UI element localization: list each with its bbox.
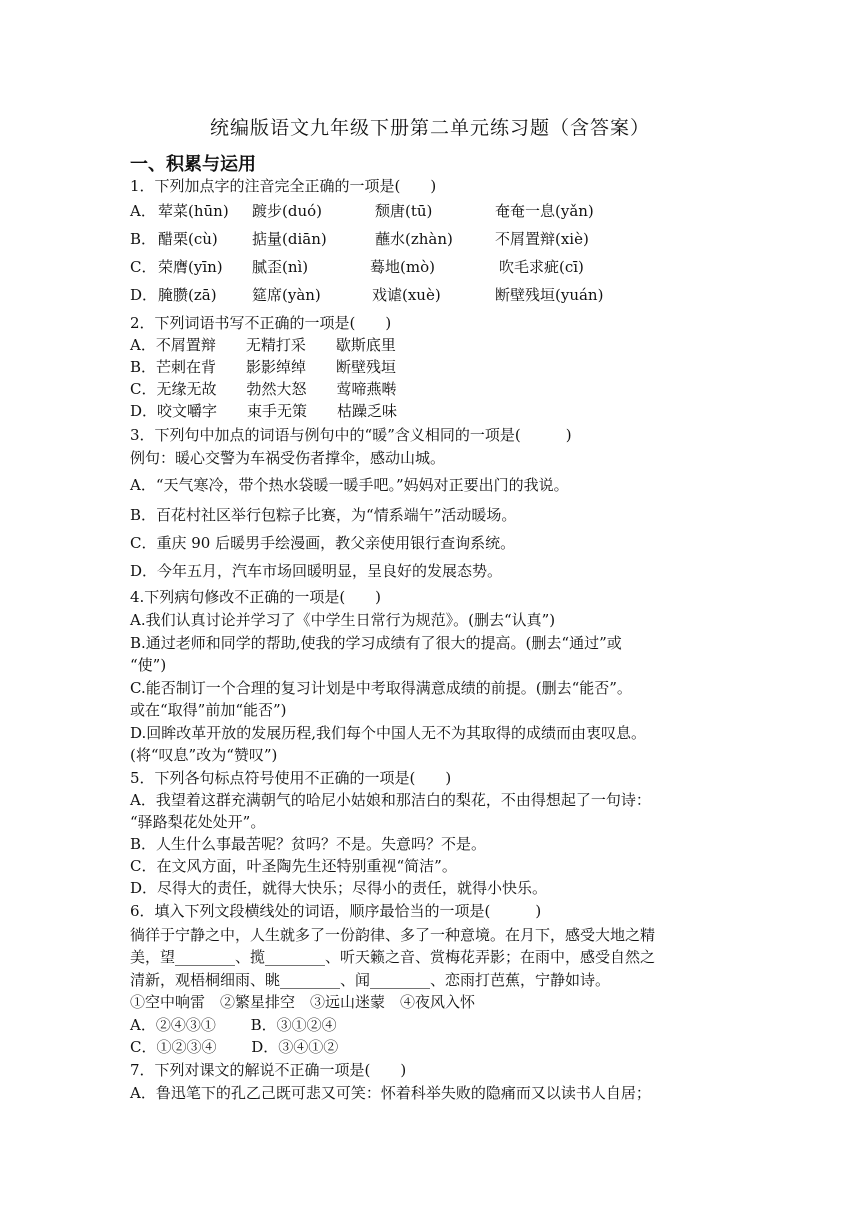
q3-example: 例句：暖心交警为车祸受伤者撑伞，感动山城。 (130, 449, 446, 467)
q1-option-word: 荣膺(yīn) (158, 258, 223, 276)
q6-choices: ①空中响雷 ②繁星排空 ③远山迷蒙 ④夜风入怀 (130, 993, 476, 1011)
q1-option-word: 颓唐(tū) (375, 202, 433, 220)
q2-option: C．无缘无故 勃然大怒 莺啼燕啭 (130, 380, 397, 398)
q5-option: “驿路梨花处处开”。 (130, 813, 266, 831)
q3-option: B．百花村社区举行包粽子比赛，为“情系端午”活动暖场。 (130, 506, 517, 524)
q1-option-word: 蘸水(zhàn) (375, 230, 453, 248)
q3-option: C．重庆 90 后暖男手绘漫画，教父亲使用银行查询系统。 (130, 534, 516, 552)
q1-option-word: 筵席(yàn) (252, 286, 321, 304)
q1-option-label: C． (130, 258, 157, 276)
q5-option: D．尽得大的责任，就得大快乐；尽得小的责任，就得小快乐。 (130, 879, 548, 897)
question-6-stem: 6．填入下列文段横线处的词语，顺序最恰当的一项是( ) (130, 902, 542, 920)
q3-option: A．“天气寒冷，带个热水袋暖一暖手吧。”妈妈对正要出门的我说。 (130, 476, 569, 494)
q1-option-label: A． (130, 202, 156, 220)
q2-option: B．芒刺在背 影影绰绰 断壁残垣 (130, 358, 397, 376)
q5-option: C．在文风方面，叶圣陶先生还特别重视“简洁”。 (130, 857, 457, 875)
q4-option: (将“叹息”改为“赞叹”) (130, 746, 278, 764)
q1-option-word: 奄奄一息(yǎn) (495, 202, 594, 220)
q4-option: “使”) (130, 656, 167, 674)
q2-option: A．不屑置辩 无精打采 歇斯底里 (130, 336, 396, 354)
question-4-stem: 4.下列病句修改不正确的一项是( ) (130, 588, 382, 606)
q4-option: C.能否制订一个合理的复习计划是中考取得满意成绩的前提。(删去“能否”。 (130, 679, 632, 697)
q7-option: A．鲁迅笔下的孔乙己既可悲又可笑：怀着科举失败的隐痛而又以读书人自居； (130, 1084, 651, 1102)
q5-option: A．我望着这群充满朝气的哈尼小姑娘和那洁白的梨花，不由得想起了一句诗： (130, 791, 651, 809)
q1-option-word: 掂量(diān) (252, 230, 327, 248)
q4-option: A.我们认真讨论并学习了《中学生日常行为规范》。(删去“认真”) (130, 611, 556, 629)
question-2-stem: 2．下列词语书写不正确的一项是( ) (130, 314, 392, 332)
question-7-stem: 7．下列对课文的解说不正确一项是( ) (130, 1061, 407, 1079)
q6-option: C．①②③④ D．③④①② (130, 1038, 339, 1056)
q6-passage-line: 徜徉于宁静之中，人生就多了一份韵律、多了一种意境。在月下，感受大地之精 (130, 926, 656, 944)
q4-option: D.回眸改革开放的发展历程,我们每个中国人无不为其取得的成绩而由衷叹息。 (130, 724, 647, 742)
q5-option: B．人生什么事最苦呢？贫吗？不是。失意吗？不是。 (130, 835, 487, 853)
q2-option: D．咬文嚼字 束手无策 枯躁乏味 (130, 402, 398, 420)
q1-option-word: 戏谑(xuè) (372, 286, 441, 304)
question-1-stem: 1．下列加点字的注音完全正确的一项是( ) (130, 177, 437, 195)
q1-option-word: 荤菜(hūn) (158, 202, 229, 220)
q1-option-label: B． (130, 230, 157, 248)
q6-passage-line: 美，望________、揽________、听天籁之音、赏梅花弄影；在雨中，感受自然之 (130, 948, 656, 966)
q6-option: A．②④③① B．③①②④ (130, 1016, 337, 1034)
q1-option-word: 不屑置辩(xiè) (495, 230, 589, 248)
q1-option-label: D． (130, 286, 158, 304)
q1-option-word: 醋栗(cù) (158, 230, 218, 248)
q1-option-word: 踱步(duó) (252, 202, 322, 220)
q4-option: 或在“取得”前加“能否”) (130, 701, 287, 719)
q3-option: D．今年五月，汽车市场回暖明显，呈良好的发展态势。 (130, 562, 503, 580)
question-5-stem: 5．下列各句标点符号使用不正确的一项是( ) (130, 769, 452, 787)
q1-option-word: 断壁残垣(yuán) (495, 286, 604, 304)
q1-option-word: 腻歪(nì) (252, 258, 309, 276)
document-title: 统编版语文九年级下册第二单元练习题（含答案） (209, 117, 650, 139)
q1-option-word: 蓦地(mò) (370, 258, 435, 276)
q1-option-word: 吹毛求疵(cī) (499, 258, 584, 276)
q6-passage-line: 清新，观梧桐细雨、眺________、闻________、恋雨打芭蕉，宁静如诗。 (130, 971, 611, 989)
q1-option-word: 腌臜(zā) (158, 286, 217, 304)
section-heading: 一、积累与运用 (130, 154, 256, 175)
question-3-stem: 3．下列句中加点的词语与例句中的“暖”含义相同的一项是( ) (130, 426, 572, 444)
q4-option: B.通过老师和同学的帮助,使我的学习成绩有了很大的提高。(删去“通过”或 (130, 634, 622, 652)
